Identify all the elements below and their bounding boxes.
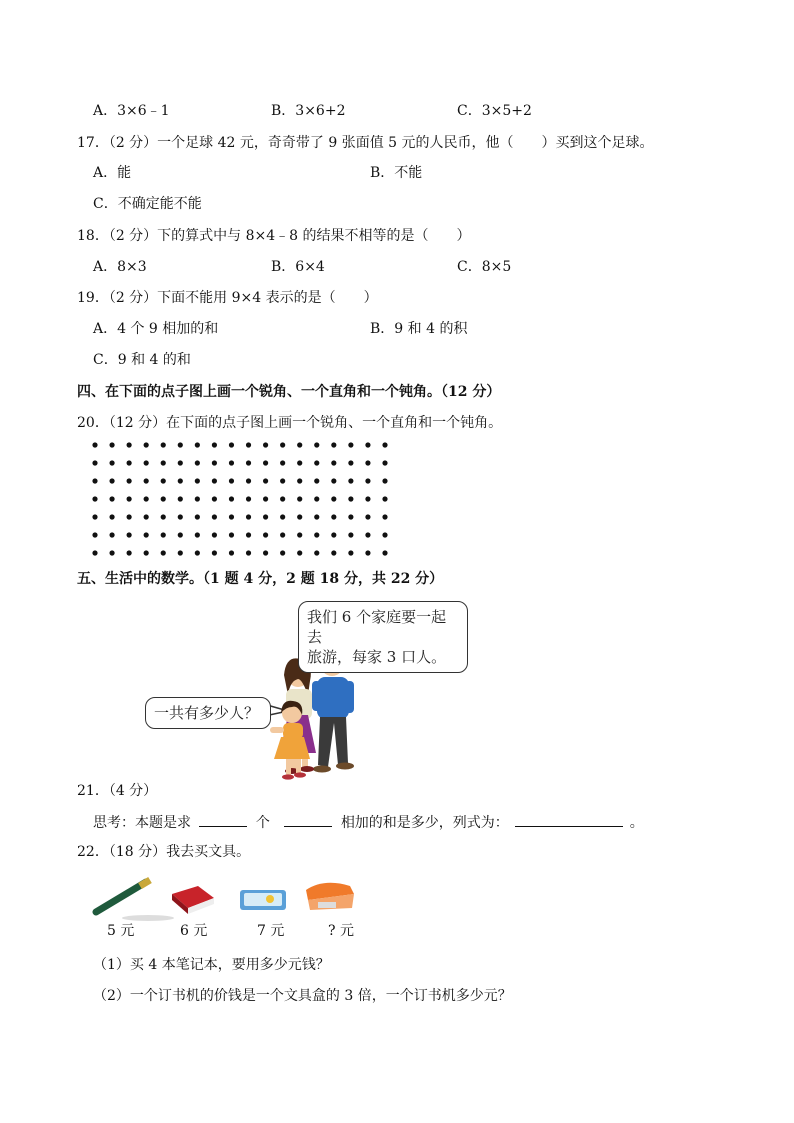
- price-pen: 5 元: [107, 923, 135, 939]
- grid-dot[interactable]: [314, 442, 319, 447]
- grid-dot[interactable]: [280, 442, 285, 447]
- grid-dot[interactable]: [109, 442, 114, 447]
- grid-dot[interactable]: [331, 514, 336, 519]
- grid-dot[interactable]: [229, 532, 234, 537]
- grid-dot[interactable]: [297, 496, 302, 501]
- grid-dot[interactable]: [195, 442, 200, 447]
- q22-stem: 22．（18 分）我去买文具。: [77, 844, 251, 860]
- grid-dot[interactable]: [331, 478, 336, 483]
- grid-dot[interactable]: [195, 496, 200, 501]
- grid-dot[interactable]: [212, 478, 217, 483]
- q19-option-a: A．4 个 9 相加的和: [93, 321, 219, 337]
- grid-dot[interactable]: [161, 532, 166, 537]
- grid-dot[interactable]: [314, 550, 319, 555]
- grid-dot[interactable]: [229, 442, 234, 447]
- grid-dot[interactable]: [161, 478, 166, 483]
- grid-dot[interactable]: [365, 550, 370, 555]
- q22-sub2: （2）一个订书机的价钱是一个文具盒的 3 倍，一个订书机多少元？: [93, 988, 512, 1004]
- grid-dot[interactable]: [212, 514, 217, 519]
- q18-stem: 18．（2 分）下的算式中与 8×4﹣8 的结果不相等的是（ ）: [77, 228, 471, 244]
- grid-dot[interactable]: [212, 496, 217, 501]
- grid-dot[interactable]: [263, 550, 268, 555]
- grid-dot[interactable]: [109, 496, 114, 501]
- grid-dot[interactable]: [246, 550, 251, 555]
- grid-dot[interactable]: [348, 532, 353, 537]
- grid-dot[interactable]: [229, 478, 234, 483]
- grid-dot[interactable]: [212, 460, 217, 465]
- grid-dot[interactable]: [195, 478, 200, 483]
- grid-dot[interactable]: [280, 478, 285, 483]
- grid-dot[interactable]: [109, 478, 114, 483]
- grid-dot[interactable]: [161, 442, 166, 447]
- grid-dot[interactable]: [246, 478, 251, 483]
- q21-end: 。: [629, 815, 644, 831]
- grid-dot[interactable]: [92, 442, 97, 447]
- q19-option-b: B．9 和 4 的积: [370, 321, 468, 337]
- grid-dot[interactable]: [382, 514, 387, 519]
- grid-dot[interactable]: [365, 460, 370, 465]
- grid-dot[interactable]: [331, 532, 336, 537]
- grid-dot[interactable]: [365, 442, 370, 447]
- grid-dot[interactable]: [348, 442, 353, 447]
- grid-dot[interactable]: [382, 460, 387, 465]
- grid-dot[interactable]: [127, 514, 132, 519]
- grid-dot[interactable]: [161, 496, 166, 501]
- grid-dot[interactable]: [382, 442, 387, 447]
- grid-dot[interactable]: [92, 514, 97, 519]
- grid-dot[interactable]: [365, 478, 370, 483]
- q18-option-c: C．8×5: [457, 259, 512, 275]
- grid-dot[interactable]: [246, 460, 251, 465]
- grid-dot[interactable]: [178, 442, 183, 447]
- q18-option-a: A．8×3: [93, 259, 147, 275]
- grid-dot[interactable]: [178, 460, 183, 465]
- grid-dot[interactable]: [109, 460, 114, 465]
- grid-dot[interactable]: [161, 514, 166, 519]
- grid-dot[interactable]: [161, 550, 166, 555]
- grid-dot[interactable]: [178, 496, 183, 501]
- grid-dot[interactable]: [144, 550, 149, 555]
- price-notebook: 6 元: [180, 923, 208, 939]
- grid-dot[interactable]: [314, 496, 319, 501]
- grid-dot[interactable]: [127, 460, 132, 465]
- grid-dot[interactable]: [246, 514, 251, 519]
- q17-option-c: C．不确定能不能: [93, 196, 202, 212]
- grid-dot[interactable]: [178, 478, 183, 483]
- grid-dot[interactable]: [229, 514, 234, 519]
- grid-dot[interactable]: [280, 514, 285, 519]
- grid-dot[interactable]: [365, 514, 370, 519]
- grid-dot[interactable]: [297, 514, 302, 519]
- grid-dot[interactable]: [144, 532, 149, 537]
- grid-dot[interactable]: [314, 532, 319, 537]
- grid-dot[interactable]: [263, 532, 268, 537]
- grid-dot[interactable]: [178, 550, 183, 555]
- grid-dot[interactable]: [348, 550, 353, 555]
- grid-dot[interactable]: [109, 514, 114, 519]
- q19-stem: 19．（2 分）下面不能用 9×4 表示的是（ ）: [77, 290, 378, 306]
- stapler-icon: [306, 883, 354, 910]
- q21-think-prefix: 思考：本题是求: [93, 815, 191, 831]
- q21-blank-addend[interactable]: [284, 812, 332, 827]
- grid-dot[interactable]: [348, 496, 353, 501]
- grid-dot[interactable]: [212, 550, 217, 555]
- grid-dot[interactable]: [297, 478, 302, 483]
- grid-dot[interactable]: [109, 550, 114, 555]
- grid-dot[interactable]: [229, 496, 234, 501]
- grid-dot[interactable]: [212, 532, 217, 537]
- grid-dot[interactable]: [212, 442, 217, 447]
- grid-dot[interactable]: [127, 532, 132, 537]
- grid-dot[interactable]: [144, 478, 149, 483]
- grid-dot[interactable]: [331, 496, 336, 501]
- grid-dot[interactable]: [263, 478, 268, 483]
- grid-dot[interactable]: [127, 478, 132, 483]
- q21-think: [93, 812, 644, 832]
- pencil-case-icon: [240, 890, 286, 910]
- grid-dot[interactable]: [382, 550, 387, 555]
- grid-dot[interactable]: [178, 532, 183, 537]
- grid-dot[interactable]: [348, 460, 353, 465]
- grid-dot[interactable]: [263, 460, 268, 465]
- grid-dot[interactable]: [280, 460, 285, 465]
- grid-dot[interactable]: [127, 496, 132, 501]
- grid-dot[interactable]: [144, 442, 149, 447]
- grid-dot[interactable]: [161, 460, 166, 465]
- grid-dot[interactable]: [280, 550, 285, 555]
- section5-heading: 五、生活中的数学。（1 题 4 分，2 题 18 分，共 22 分）: [77, 571, 444, 587]
- grid-dot[interactable]: [331, 550, 336, 555]
- grid-dot[interactable]: [382, 532, 387, 537]
- grid-dot[interactable]: [331, 460, 336, 465]
- grid-dot[interactable]: [246, 496, 251, 501]
- grid-dot[interactable]: [109, 532, 114, 537]
- grid-dot[interactable]: [92, 478, 97, 483]
- grid-dot[interactable]: [195, 460, 200, 465]
- q21-ge: 个: [255, 815, 270, 831]
- grid-dot[interactable]: [314, 478, 319, 483]
- grid-dot[interactable]: [314, 460, 319, 465]
- q16-option-b: B．3×6+2: [271, 103, 346, 119]
- grid-dot[interactable]: [246, 532, 251, 537]
- q18-option-b: B．6×4: [271, 259, 325, 275]
- grid-dot[interactable]: [382, 478, 387, 483]
- grid-dot[interactable]: [348, 478, 353, 483]
- price-stapler: ? 元: [328, 923, 354, 939]
- grid-dot[interactable]: [195, 550, 200, 555]
- q21-mid: 相加的和是多少，列式为：: [340, 815, 509, 831]
- grid-dot[interactable]: [365, 532, 370, 537]
- bubble-right-line2: 旅游，每家 3 口人。: [307, 648, 447, 666]
- section4-heading: 四、在下面的点子图上画一个锐角、一个直角和一个钝角。（12 分）: [77, 384, 501, 400]
- q17-stem: 17．（2 分）一个足球 42 元，奇奇带了 9 张面值 5 元的人民币，他（ ）买到这个足球。: [77, 135, 654, 151]
- grid-dot[interactable]: [144, 514, 149, 519]
- grid-dot[interactable]: [331, 442, 336, 447]
- stationery-images: [88, 872, 368, 922]
- q21-blank-expression[interactable]: [515, 812, 623, 827]
- speech-bubble-question: 一共有多少人？: [145, 697, 271, 729]
- grid-dot[interactable]: [178, 514, 183, 519]
- grid-dot[interactable]: [280, 496, 285, 501]
- grid-dot[interactable]: [297, 532, 302, 537]
- grid-dot[interactable]: [144, 496, 149, 501]
- grid-dot[interactable]: [263, 514, 268, 519]
- q16-option-a: A．3×6﹣1: [93, 103, 170, 119]
- dot-grid[interactable]: [90, 440, 390, 558]
- grid-dot[interactable]: [195, 514, 200, 519]
- grid-dot[interactable]: [127, 550, 132, 555]
- grid-dot[interactable]: [246, 442, 251, 447]
- bubble-right-line1: 我们 6 个家庭要一起去: [307, 608, 447, 646]
- grid-dot[interactable]: [127, 442, 132, 447]
- grid-dot[interactable]: [382, 496, 387, 501]
- grid-dot[interactable]: [229, 460, 234, 465]
- grid-dot[interactable]: [297, 550, 302, 555]
- grid-dot[interactable]: [144, 460, 149, 465]
- q20-stem: 20．（12 分）在下面的点子图上画一个锐角、一个直角和一个钝角。: [77, 415, 503, 431]
- grid-dot[interactable]: [92, 496, 97, 501]
- q17-option-a: A．能: [93, 165, 132, 181]
- pen-icon: [96, 880, 174, 921]
- grid-dot[interactable]: [297, 442, 302, 447]
- q21-label: 21．（4 分）: [77, 783, 158, 799]
- grid-dot[interactable]: [92, 460, 97, 465]
- q17-option-b: B．不能: [370, 165, 423, 181]
- speech-bubble-family: [298, 601, 468, 673]
- grid-dot[interactable]: [365, 496, 370, 501]
- grid-dot[interactable]: [280, 532, 285, 537]
- q19-option-c: C．9 和 4 的和: [93, 352, 191, 368]
- grid-dot[interactable]: [195, 532, 200, 537]
- price-pencil-case: 7 元: [257, 923, 285, 939]
- grid-dot[interactable]: [229, 550, 234, 555]
- q21-blank-count[interactable]: [199, 812, 247, 827]
- grid-dot[interactable]: [92, 550, 97, 555]
- grid-dot[interactable]: [297, 460, 302, 465]
- grid-dot[interactable]: [263, 496, 268, 501]
- grid-dot[interactable]: [92, 532, 97, 537]
- notebook-icon: [172, 886, 214, 914]
- grid-dot[interactable]: [348, 514, 353, 519]
- q16-option-c: C．3×5+2: [457, 103, 532, 119]
- grid-dot[interactable]: [263, 442, 268, 447]
- q22-sub1: （1）买 4 本笔记本，要用多少元钱？: [93, 957, 330, 973]
- grid-dot[interactable]: [314, 514, 319, 519]
